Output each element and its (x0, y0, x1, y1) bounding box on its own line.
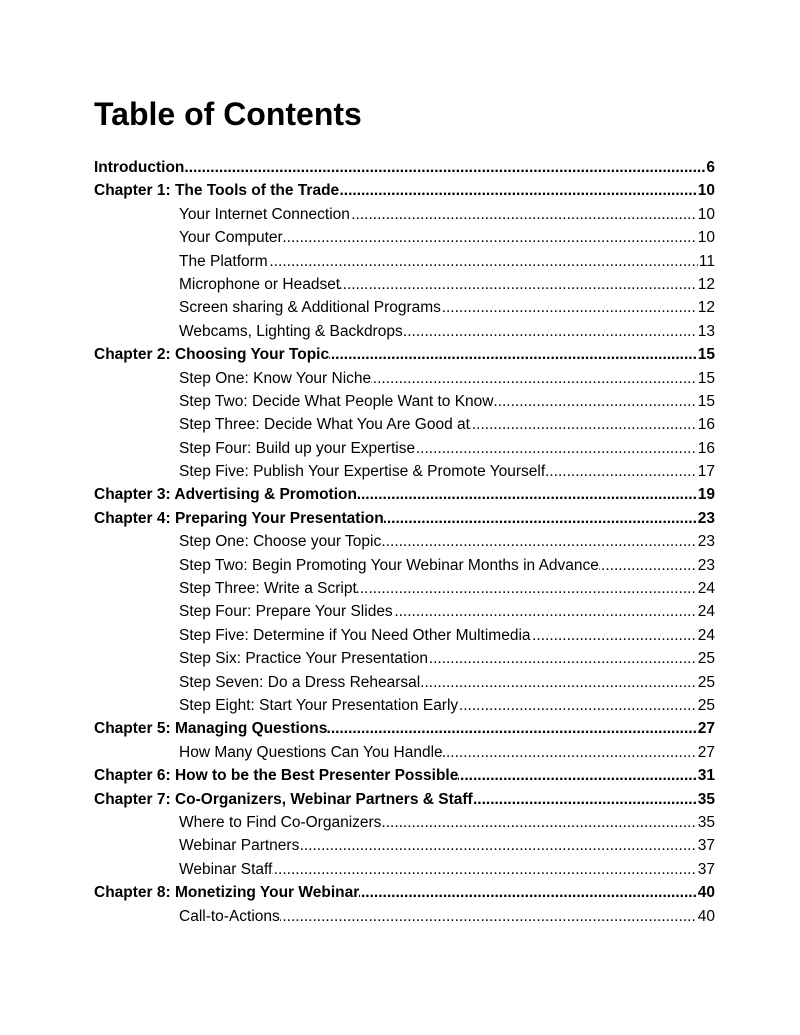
toc-section-entry[interactable] (179, 367, 715, 390)
toc-page-number: 23 (697, 507, 715, 530)
toc-entry-label: Your Internet Connection (179, 205, 350, 223)
toc-page-number: 37 (697, 858, 715, 881)
toc-page-number: 35 (697, 811, 715, 834)
toc-page-number: 15 (697, 367, 715, 390)
toc-page-number: 24 (697, 624, 715, 647)
toc-entry-label: Webinar Staff (179, 860, 273, 878)
toc-entry-label: Webinar Partners (179, 837, 300, 855)
toc-section-entry[interactable] (179, 671, 715, 694)
toc-list (94, 156, 715, 928)
toc-section-entry[interactable] (179, 437, 715, 460)
toc-chapter-entry[interactable] (94, 343, 715, 366)
toc-chapter-entry[interactable] (94, 764, 715, 787)
toc-section-entry[interactable] (179, 413, 715, 436)
toc-section-entry[interactable] (179, 647, 715, 670)
dot-leader (94, 156, 715, 179)
toc-entry-label: Step One: Choose your Topic (179, 533, 382, 551)
toc-entry-label: Step Two: Decide What People Want to Know (179, 392, 494, 410)
toc-entry-label: Step Five: Publish Your Expertise & Promote Yourself (179, 463, 546, 481)
toc-entry-label: Introduction (94, 159, 185, 176)
toc-section-entry[interactable] (179, 390, 715, 413)
toc-section-entry[interactable] (179, 460, 715, 483)
toc-section-entry[interactable] (179, 320, 715, 343)
toc-page-number: 16 (697, 413, 715, 436)
toc-section-entry[interactable] (179, 273, 715, 296)
toc-page-number: 27 (697, 741, 715, 764)
toc-section-entry[interactable] (179, 554, 715, 577)
toc-entry-label: Chapter 8: Monetizing Your Webinar (94, 884, 360, 902)
toc-entry-label: Step Four: Build up your Expertise (179, 439, 416, 457)
toc-page-number: 40 (697, 905, 715, 928)
toc-page-number: 35 (697, 788, 715, 811)
toc-entry-label: Where to Find Co-Organizers (179, 813, 382, 831)
toc-page-number: 40 (697, 881, 715, 904)
toc-page-number: 31 (697, 764, 715, 787)
toc-chapter-entry[interactable] (94, 156, 715, 179)
toc-section-entry[interactable] (179, 694, 715, 717)
toc-page-number: 15 (697, 343, 715, 366)
toc-page-number: 10 (697, 226, 715, 249)
toc-page-number: 19 (697, 483, 715, 506)
toc-page-number: 27 (697, 717, 715, 740)
toc-section-entry[interactable] (179, 226, 715, 249)
toc-chapter-entry[interactable] (94, 483, 715, 506)
toc-entry-label: Chapter 5: Managing Questions (94, 720, 328, 738)
toc-entry-label: Your Computer (179, 229, 283, 247)
toc-page-number: 24 (697, 577, 715, 600)
toc-entry-label: Step Eight: Start Your Presentation Early (179, 696, 459, 714)
toc-page-number: 25 (697, 694, 715, 717)
toc-page-number: 17 (697, 460, 715, 483)
toc-entry-label: Step Six: Practice Your Presentation (179, 650, 429, 668)
toc-entry-label: Chapter 3: Advertising & Promotion (94, 486, 357, 504)
toc-page-number: 23 (697, 530, 715, 553)
page-title: Table of Contents (94, 96, 362, 132)
toc-section-entry[interactable] (179, 624, 715, 647)
toc-page-number: 25 (697, 647, 715, 670)
toc-section-entry[interactable] (179, 530, 715, 553)
toc-chapter-entry[interactable] (94, 717, 715, 740)
toc-page-number: 25 (697, 671, 715, 694)
toc-entry-label: Screen sharing & Additional Programs (179, 299, 441, 317)
toc-entry-label: How Many Questions Can You Handle (179, 743, 443, 761)
toc-entry-label: Step Five: Determine if You Need Other Multimedia (179, 626, 531, 644)
toc-entry-label: Step Two: Begin Promoting Your Webinar Months in Advance (179, 556, 599, 574)
toc-entry-label: Step Four: Prepare Your Slides (179, 603, 393, 621)
toc-entry-label: Webcams, Lighting & Backdrops (179, 322, 403, 340)
toc-section-entry[interactable] (179, 905, 715, 928)
toc-entry-label: Chapter 2: Choosing Your Topic (94, 346, 330, 364)
toc-chapter-entry[interactable] (94, 179, 715, 202)
toc-page-number: 23 (697, 554, 715, 577)
toc-section-entry[interactable] (179, 834, 715, 857)
toc-page-number: 12 (697, 296, 715, 319)
toc-section-entry[interactable] (179, 811, 715, 834)
toc-entry-label: Step Three: Write a Script (179, 580, 357, 598)
toc-section-entry[interactable] (179, 203, 715, 226)
toc-entry-label: Chapter 1: The Tools of the Trade (94, 182, 340, 200)
toc-entry-label: Step One: Know Your Niche (179, 369, 372, 387)
toc-section-entry[interactable] (179, 296, 715, 319)
toc-page-number: 13 (697, 320, 715, 343)
toc-chapter-entry[interactable] (94, 788, 715, 811)
toc-page-number: 10 (697, 203, 715, 226)
toc-entry-label: Step Three: Decide What You Are Good at (179, 416, 470, 434)
toc-page-number: 24 (697, 600, 715, 623)
toc-page-number: 37 (697, 834, 715, 857)
toc-page-number: 15 (697, 390, 715, 413)
toc-page-number: 12 (697, 273, 715, 296)
toc-section-entry[interactable] (179, 250, 715, 273)
toc-section-entry[interactable] (179, 741, 715, 764)
toc-entry-label: Chapter 6: How to be the Best Presenter Possible (94, 767, 459, 785)
toc-entry-label: Microphone or Headset (179, 275, 341, 293)
toc-chapter-entry[interactable] (94, 881, 715, 904)
toc-section-entry[interactable] (179, 858, 715, 881)
toc-entry-label: Call-to-Actions (179, 907, 280, 925)
toc-entry-label: The Platform (179, 252, 268, 270)
toc-entry-label: Chapter 7: Co-Organizers, Webinar Partners & Staff (94, 790, 473, 808)
toc-page-number: 6 (705, 156, 715, 179)
toc-page-number: 16 (697, 437, 715, 460)
toc-chapter-entry[interactable] (94, 507, 715, 530)
toc-entry-label: Chapter 4: Preparing Your Presentation (94, 509, 384, 527)
toc-page-number: 11 (698, 250, 715, 273)
toc-section-entry[interactable] (179, 577, 715, 600)
toc-page-number: 10 (697, 179, 715, 202)
toc-section-entry[interactable] (179, 600, 715, 623)
toc-entry-label: Step Seven: Do a Dress Rehearsal (179, 673, 421, 691)
